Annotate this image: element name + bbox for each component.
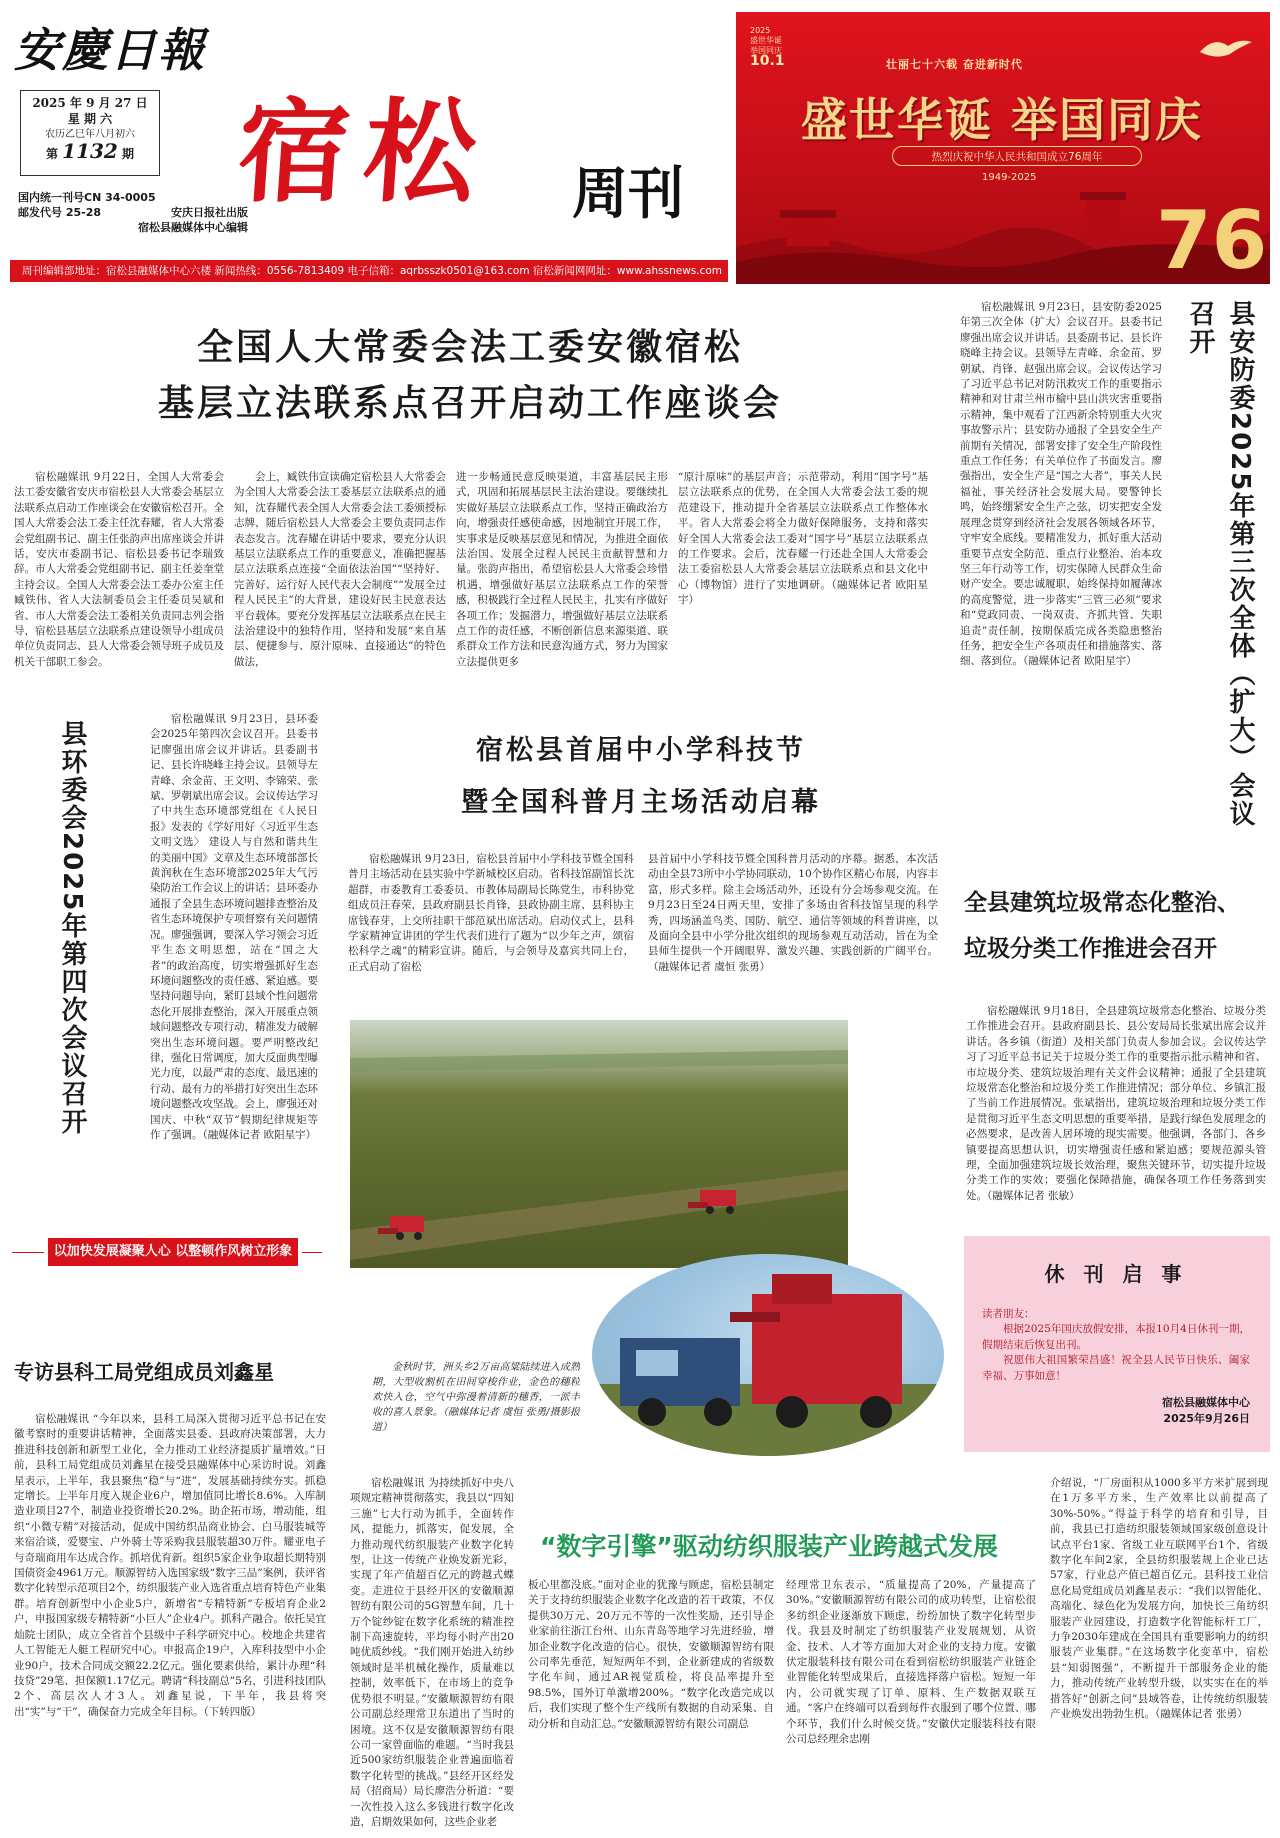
info-bar: 周刊编辑部地址：宿松县融媒体中心六楼 新闻热线：0556-7813409 电子信箱：aqrbsszk0501@163.com 宿松新闻网网址：www.ahssnews.com bbox=[10, 260, 728, 282]
issue-number-value: 1132 bbox=[62, 139, 118, 163]
sorghum-field-photo bbox=[350, 1020, 848, 1268]
article-1-title-line1: 全国人大常委会法工委安徽宿松 bbox=[196, 327, 743, 368]
truck-svg bbox=[592, 1254, 944, 1456]
banner-76: 76 bbox=[1156, 194, 1268, 284]
issue-prefix: 第 bbox=[45, 147, 58, 161]
article-1-title-line2: 基层立法联系点召开启动工作座谈会 bbox=[157, 383, 782, 424]
article-1-title bbox=[20, 320, 920, 432]
badge-year: 2025 bbox=[750, 26, 771, 35]
science-title-line1: 宿松县首届中小学科技节 bbox=[476, 735, 806, 766]
textile-col1: 宿松融媒讯 为持续抓好中央八项规定精神贯彻落实，我县以“四知三施”七大行动为抓手，全面转作风，提能力，抓落实，促发展，全力推动现代纺织服装产业数字化转型，让这一传统产业焕发新光彩，实现了年产值超百亿元的跨越式蝶变。走进位于县经开区的安徽顺源智纺有限公司的5G智慧车间，几十万个锭纱锭在数字化系统的精准控制下高速旋转，平均每小时产出20吨优质纱线。“我们刚开始进入纺纱领域时是半机械化操作，质量难以控制，效率低下，在市场上的竞争优势很不明显。”安徽顺源智纺有限公司副总经理常卫东道出了当时的困境。这不仅是安徽顺源智纺有限公司一家曾面临的难题。“当时我县近500家纺织服装企业普遍面临着数字化转型的挑战。”县经开区经发局（招商局）局长廖浩分析道：“要一次性投入这么多钱进行数字化改造，启期效果如何，这些企业老 bbox=[350, 1477, 514, 1828]
editor-org: 宿松县融媒体中心编辑 bbox=[138, 221, 248, 234]
badge-num: 10.1 bbox=[750, 53, 785, 69]
textile-title: “数字引擎”驱动纺织服装产业跨越式发展 bbox=[540, 1532, 998, 1561]
masthead bbox=[0, 0, 740, 290]
issue-suffix: 期 bbox=[122, 147, 135, 161]
banner-sub: 热烈庆祝中华人民共和国成立76周年 bbox=[892, 146, 1142, 166]
suspension-notice bbox=[964, 1236, 1270, 1452]
photo-caption: 金秋时节，洲头乡2万亩高粱陆续进入成熟期，大型收割机在田间穿梭作业，金色的穗粒欢快入仓，空气中弥漫着清新的穗香，一派丰收的喜人景象。（融媒体记者 虞恒 张勇/摄影报道） bbox=[372, 1362, 580, 1433]
science-col1: 宿松融媒讯 9月23日，宿松县首届中小学科技节暨全国科普月主场活动在县实验中学新城校区启动。省科技馆副馆长沈超群，市委教育工委委员、市教体局副局长陈党生，市科协党组成员汪春荣，县政府副县长肖锋，县政协副主席、县科协主席钱春芽，上交所挂职干部范斌出席活动。启动仪式上，县科学家精神宣讲团的学生代表们进行了题为“以少年之声，颂宿松科学之魂”的精彩宣讲。随后，与会领导及嘉宾共同上台，正式启动了宿松 bbox=[348, 853, 634, 973]
banner-years: 1949-2025 bbox=[982, 172, 1037, 183]
waste-title-line1: 全县建筑垃圾常态化整治、 bbox=[964, 890, 1240, 916]
waste-title bbox=[964, 880, 1268, 972]
banner-headline: 盛世华诞 举国同庆 bbox=[800, 93, 1203, 147]
field-svg bbox=[350, 1020, 848, 1268]
textile-col3: 经理常卫东表示，“质量提高了20%，产量提高了30%。”安徽顺源智纺有限公司的成功转型，让宿松很多纺织企业逐渐放下顾虑，纷纷加快了数字化转型步伐。我县及时制定了纺织服装产业发展规划，从资金、技术、人才等方面加大对企业的支持力度。安徽伏定服装科技有限公司在看到宿松纺织服装产业链企业智能化转型成果后，直接选择落户宿松。短短一年内，公司就实现了订单、原料、生产数据双联互通。“客户在终端可以看到每件衣服到了哪个位置、哪个环节，我们什么时候交货。”安徽伏定服装科技有限公司总经理余忠刚 bbox=[786, 1579, 1036, 1746]
banner-badge bbox=[750, 26, 790, 69]
tag-rule bbox=[12, 1252, 44, 1253]
waste-title-line2: 垃圾分类工作推进会召开 bbox=[964, 936, 1217, 962]
liu-body: 宿松融媒讯 “今年以来，县科工局深入贯彻习近平总书记在安徽考察时的重要讲话精神，全面落实县委、县政府决策部署，大力推进科技创新和新型工业化，全力推动工业经济提质扩量增效。”日前，县科工局党组成员刘鑫星在接受县融媒体中心采访时说。刘鑫星表示，上半年，我县聚焦“稳”与“进”，发展基础持续夯实。抓稳定增长。上半年月度入规企业6户，增加值同比增长8.6%。入库制造业项目27个，制造业投资增长20.2%。助企拓市场，增动能，组织“小微专精”对接活动，促成中国纺织品商业协会、白马服装城等来宿洽谈，爱婴宝、户外骑士等采购我县服装超30万件。耀亚电子与奇瑞商用车达成合作。抓培优育新。组织5家企业争取超长期特别国债资金4961万元。顺源智纺入选国家级“数字三品”案例，获评省数字化转型示范项目2个，纺织服装产业入选省重点培育特色产业集群。培育创新型中小企业5户，新增省“专精特新”专板培育企业2户，申报国家级专精特新“小巨人”企业4户。抓科产融合。依托吴宜灿院士团队，成立全省首个县级中子科学研究中心。校地企共建省人工智能无人艇工程研究中心。申报高企19户，入库科技型中小企业90户，技术合同成交额22.2亿元。强化要素供给，累计办理“科技贷”29笔、担保额1.17亿元。聘请“科技副总”5名，引进科技团队2个、高层次人才3人。刘鑫星说，下半年，我县将突出“实”与“干”，确保奋力完成全年目标。（下转四版） bbox=[14, 1413, 326, 1718]
env-article-body: 宿松融媒讯 9月23日，县环委会2025年第四次会议召开。县委书记廖强出席会议并讲话。县委副书记、县长许晓峰主持会议。县领导左青峰、余金苗、王文明、李锦荣、张斌、罗朝斌出席会议。会议传达学习了中共生态环境部党组在《人民日报》发表的《学好用好〈习近平生态文明文选〉 建设人与自然和谐共生的美丽中国》文章及生态环境部部长黄润秋在生态环境部2025年大气污染防治工作会议上的讲话；县环委办通报了全县生态环境问题排查整治及省生态环境保护专项督察有关问题情况。廖强强调，要深入学习领会习近平生态文明思想，站在“国之大者”的政治高度，切实增强抓好生态环境问题整改的责任感、紧迫感。要坚持问题导向，紧盯县域个性问题常态化开展排查整治，深入开展重点领域问题整改专项行动，精准发力破解突出生态环境问题。要严明整改纪律，强化日常调度，加大反面典型曝光力度，以最严肃的态度、最迅速的行动、最有力的举措打好突出生态环境问题整改攻坚战。会上，廖强还对国庆、中秋“双节”假期纪律规矩等作了强调。（融媒体记者 欧阳星宇） bbox=[150, 713, 318, 1141]
paper-name: 安慶日報 bbox=[14, 23, 206, 77]
badge-text: 盛世华诞 举国同庆 bbox=[750, 36, 782, 55]
liu-title: 专访县科工局党组成员刘鑫星 bbox=[14, 1360, 274, 1384]
article-1-col4: “原汁原味”的基层声音；示范带动，利用“国字号”基层立法联系点的优势，在全国人大常委会法工委的规范建设下，推动提升全省基层立法联系点工作整体水平。省人大常委会将全力做好保障服务，支持和落实好全国人大常委会法工委对“国字号”基层立法联系点的工作要求。会后，沈春耀一行还赴全国人大常委会法工委宿松县人大常委会基层立法联系点和县文化中心（博物馆）进行了实地调研。（融媒体记者 欧阳星宇） bbox=[678, 471, 928, 607]
national-day-banner bbox=[736, 12, 1270, 284]
article-1-col2: 会上，臧铁伟宣读确定宿松县人大常委会为全国人大常委会法工委基层立法联系点的通知，沈春耀代表全国人大常委会法工委颁授标志牌，随后宿松县人大常委会主要负责同志作表态发言。沈春耀在讲话中要求，要充分认识基层立法联系点工作的重要意义，准确把握基层立法联系点连接“全面依法治国”“坚持好、完善好、运行好人民代表大会制度”“发展全过程人民民主”的大背景，建设好民主民意表达平台载体。要充分发挥基层立法联系点在民主法治建设中的独特作用，坚持和发展“来自基层、便捷参与、原汁原味、直接通达”的特色做法， bbox=[234, 471, 446, 668]
textile-col2: 板心里都没底。”面对企业的犹豫与顾虑，宿松县制定关于支持纺织服装企业数字化改造的若干政策，不仅提供30万元、20万元不等的一次性奖励，还引导企业家前往浙江台州、山东青岛等地学习先进经验，增加企业数字化改造的信心。很快，安徽顺源智纺有限公司率先垂范，短短两年不到，企业新建成的省级数字化车间，通过AR视觉质检，将良品率提升至98.5%，国外订单激增200%。“数字化改造完成以后，我们实现了整个生产线所有数据的自动采集、自动分析和自动汇总。”安徽顺源智纺有限公司副总 bbox=[528, 1579, 774, 1730]
env-article-title: 县环委会2025年第四次会议召开 bbox=[57, 720, 87, 1137]
article-1-col3: 进一步畅通民意反映渠道，丰富基层民主形式，巩固和拓展基层民主法治建设。要继续扎实做好基层立法联系点工作，坚持正确政治方向，增强责任感使命感，因地制宜开展工作，实事求是反映基层意见和情况，为推进全面依法治国、发展全过程人民民主贡献智慧和力量。张韵声指出，希望宿松县人大常委会珍惜机遇，增强做好基层立法联系点工作的荣誉感，积极践行全过程人民民主，扎实有序做好各项工作；发掘潜力，增强做好基层立法联系点工作的责任感，不断创新信息来源渠道、联系群众工作方法和民意沟通方式，努力为国家立法提供更多 bbox=[456, 471, 668, 668]
textile-col4: 介绍说，“厂房面积从1000多平方米扩展到现在1万多平方米，生产效率比以前提高了30%-50%。”得益于科学的培育和引导，目前，我县已打造纺织服装领域国家级创意设计试点平台1家、省级工业互联网平台1个、省级数字化车间2家，全县纺织服装规上企业已达57家，行业总产值已超百亿元。县科技工业信息化局党组成员刘鑫星表示：“我们以智能化、高端化、绿色化为发展方向，加快长三角纺织服装产业园建设，打造数字化智能标杆工厂，力争2030年建成在全国具有重要影响力的纺织服装产业集群。”在这场数字化变革中，宿松县“知弱图强”，不断提升干部服务企业的能力，推动传统产业转型升级，以实实在在的举措答好“创新之问”县域答卷，让传统纺织服装产业焕发出勃勃生机。（融媒体记者 张勇） bbox=[1050, 1477, 1268, 1721]
notice-date: 2025年9月26日 bbox=[1163, 1412, 1250, 1426]
date-box bbox=[20, 90, 160, 176]
waste-body: 宿松融媒讯 9月18日，全县建筑垃圾常态化整治、垃圾分类工作推进会召开。县政府副县长、县公安局局长张斌出席会议并讲话。各乡镇（街道）及相关部门负责人参加会议。会议传达学习了习近平总书记关于垃圾分类工作的重要指示批示精神和省、市垃圾分类、建筑垃圾治理有关文件会议精神；通报了全县建筑垃圾常态化整治和垃圾分类工作推进情况；部分单位、乡镇汇报了当前工作进展情况。张斌指出，建筑垃圾治理和垃圾分类工作是贯彻习近平生态文明思想的重要举措，是践行绿色发展理念的必然要求，是改善人居环境的现实需要。他强调，各部门、各乡镇要提高思想认识，切实增强责任感和紧迫感；要规范源头管理，全面加强建筑垃圾长效治理，聚焦关键环节，切实提升垃圾分类工作的实效；要强化保障措施，确保各项工作任务落到实处。（融媒体记者 张敏） bbox=[966, 1005, 1266, 1202]
notice-signer: 宿松县融媒体中心 bbox=[1162, 1396, 1250, 1410]
title-small: 周刊 bbox=[572, 162, 684, 227]
article-1-col1: 宿松融媒讯 9月22日，全国人大常委会法工委安徽省安庆市宿松县人大常委会基层立法联系点启动工作座谈会在安徽宿松召开。全国人大常委会法工委主任沈春耀，省人大常委会党组副书记、副主任张韵声出席座谈会并讲话，安庆市委副书记、宿松县委书记李瑞致辞。市人大常委会党组副书记、副主任姜奎堂主持会议。全国人大常委会法工委办公室主任臧铁伟、省人大法制委员会主任委员吴斌和省、市人大常委会法工委相关负责同志列会指导，宿松县基层立法联系点建设领导小组成员单位负责同志、县人大常委会领导班子成员及机关干部职工参会。 bbox=[14, 471, 224, 668]
science-col2: 县首届中小学科技节暨全国科普月活动的序幕。据悉，本次活动由全县73所中小学协同联动，10个协作区精心布展，内容丰富，形式多样。除主会场活动外，还设有分会场参观交流。在9月23日至24日两天里，安排了多场由省科技馆呈现的科学秀，四场涵盖鸟类、国防、航空、通信等领域的科普讲座，以及面向全县中小学分批次组织的现场参观互动活动，旨在为全县师生提供一个开阔眼界、激发兴趣、实践创新的广阔平台。（融媒体记者 虞恒 张勇） bbox=[648, 853, 938, 973]
banner-slogan: 壮丽七十六载 奋进新时代 bbox=[886, 58, 1023, 71]
post-code: 邮发代号 25-28 bbox=[18, 206, 102, 219]
section-tag: 以加快发展凝聚人心 以整顿作风树立形象 bbox=[48, 1238, 298, 1266]
anfang-article-title: 县安防委2025年第三次全体（扩大）会议召开 bbox=[1185, 300, 1255, 829]
notice-p1: 根据2025年国庆放假安排，本报10月4日休刊一期，假期结束后恢复出刊。 bbox=[982, 1323, 1250, 1351]
notice-p2: 祝愿伟大祖国繁荣昌盛！祝全县人民节日快乐、阖家幸福、万事如意！ bbox=[982, 1354, 1250, 1382]
notice-title: 休 刊 启 事 bbox=[1044, 1262, 1188, 1286]
issue-date: 2025 年 9 月 27 日 bbox=[32, 96, 148, 110]
harvest-truck-photo bbox=[592, 1254, 944, 1456]
publisher: 安庆日报社出版 bbox=[171, 206, 248, 219]
post-row bbox=[18, 205, 248, 220]
anfang-article-body: 宿松融媒讯 9月23日，县安防委2025年第三次全体（扩大）会议召开。县委书记廖强出席会议并讲话。县委副书记、县长许晓峰主持会议。县领导左青峰、余金苗、罗朝斌、肖锋、赵强出席会议。会议传达学习了习近平总书记对防汛救灾工作的重要指示精神和对甘肃兰州市榆中县山洪灾害重要指示精神，集中观看了江西新余特别重大火灾事故警示片；县安防办通报了全县安全生产前期有关情况，部署安排了安全生产阶段性重点工作任务；有关单位作了书面发言。廖强指出，安全生产是“国之大者”，事关人民福祉，事关经济社会发展大局。要警钟长鸣，始终绷紧安全生产之弦，切实把安全发展理念贯穿到经济社会发展各领域各环节，守牢安全底线。要精准发力，抓好重大活动重要节点安全防范、重点行业整治、治本攻坚三年行动等工作，切实保障人民群众生命财产安全。要忠诚履职，始终保持如履薄冰的高度警觉，进一步落实“三管三必须”要求和“党政同责、一岗双责、齐抓共管、失职追责”责任制，按期保质完成各类隐患整治任务，把安全生产各项责任和措施落实、落细、落到位。（融媒体记者 欧阳星宇） bbox=[960, 301, 1162, 668]
notice-greeting: 读者朋友： bbox=[982, 1308, 1035, 1320]
lunar-date: 农历乙巳年八月初六 bbox=[45, 129, 135, 140]
pub-info bbox=[18, 190, 248, 235]
cn-code: 国内统一刊号CN 34-0005 bbox=[18, 191, 156, 204]
weekday: 星 期 六 bbox=[67, 112, 113, 126]
science-title-line2: 暨全国科普月主场活动启幕 bbox=[461, 787, 821, 818]
great-wall-illustration bbox=[736, 188, 1270, 284]
title-big: 宿松 bbox=[233, 87, 495, 218]
tag-rule-right bbox=[302, 1252, 322, 1253]
issue-number bbox=[21, 139, 159, 163]
science-title bbox=[346, 725, 936, 829]
dove-icon bbox=[1196, 32, 1256, 62]
